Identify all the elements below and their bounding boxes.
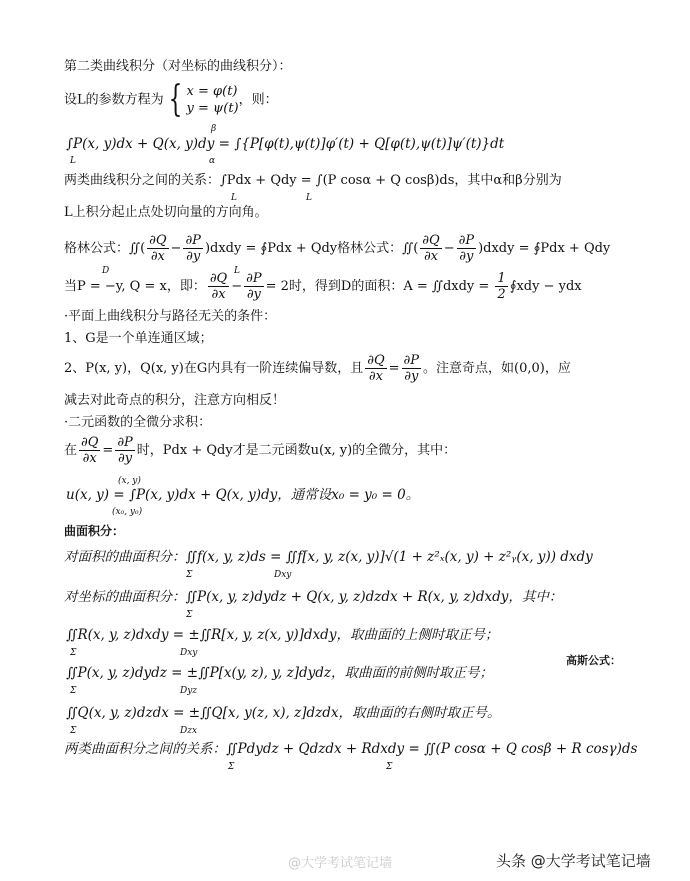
sub-sigma-3: Σ <box>70 648 77 658</box>
param-intro: 设L的参数方程为 <box>64 92 164 108</box>
den: ∂y <box>186 249 201 264</box>
num: ∂Q <box>81 435 99 450</box>
num: ∂P <box>117 435 133 450</box>
den: ∂x <box>82 451 97 466</box>
frac-half <box>495 271 507 302</box>
frac-dPdy-3 <box>244 271 263 302</box>
td-b: 时，Pdx + Qdy才是二元函数u(x, y)的全微分，其中： <box>136 443 457 458</box>
area-formula-line <box>64 270 582 304</box>
u-formula: u(x, y) = ∫P(x, y)dx + Q(x, y)dy，通常设x₀ = y₀ = 0。 <box>66 487 420 503</box>
num: ∂Q <box>367 353 385 368</box>
param-x: x = φ(t) <box>186 84 238 99</box>
frac-dQdx-5 <box>79 435 100 466</box>
den: ∂y <box>404 369 419 384</box>
cond2-a: 2、P(x, y)，Q(x, y)在G内具有一阶连续偏导数，且 <box>64 361 364 376</box>
param-stack <box>187 83 239 117</box>
upper-limit-xy: (x, y) <box>118 476 141 486</box>
brace: { <box>168 79 182 120</box>
frac-dPdy-5 <box>115 435 134 466</box>
equals: = <box>388 361 400 376</box>
condition-2 <box>64 352 571 386</box>
gauss-formula-label: 高斯公式： <box>566 654 621 667</box>
area-b: = 2时，得到D的面积：A = ∬dxdy = <box>265 279 494 294</box>
green-a: 格林公式：∬( <box>64 241 146 256</box>
den: ∂y <box>246 287 261 302</box>
green-formula-line <box>64 232 610 266</box>
weibo-watermark: @大学考试笔记墙 <box>288 856 393 871</box>
sub-sigma-1: Σ <box>186 570 193 580</box>
R-integral: ∬R(x, y, z)dxdy = ±∬R[x, y, z(x, y)]dxdy，取曲面的上侧时取正号； <box>66 627 499 643</box>
frac-dPdy <box>183 233 202 264</box>
param-y: y = ψ(t) <box>186 101 239 116</box>
sub-Dyz: Dyz <box>180 686 198 696</box>
num: ∂P <box>403 353 420 368</box>
cond2-b: 。注意奇点，如(0,0)，应 <box>423 361 571 376</box>
coordinate-surface-integral: 对坐标的曲面积分：∬P(x, y, z)dydz + Q(x, y, z)dzdx + R(x, y, z)dxdy，其中： <box>64 589 563 605</box>
param-equation-line <box>64 79 278 120</box>
num: 1 <box>497 271 506 286</box>
area-a: 当P = −y, Q = x，即： <box>64 279 206 294</box>
param-post: ，则： <box>238 92 278 108</box>
frac-dPdy-2 <box>457 233 476 264</box>
direction-angle-note: L上积分起止点处切向量的方向角。 <box>64 205 268 220</box>
surface-integral-heading: 曲面积分： <box>64 524 125 538</box>
frac-dQdx-2 <box>420 233 441 264</box>
den: 2 <box>497 287 506 302</box>
lower-limit: α <box>209 156 216 166</box>
frac-dQdx <box>147 233 168 264</box>
lower-limit-x0y0: (x₀, y₀) <box>112 507 143 517</box>
upper-limit: β <box>211 124 217 134</box>
den: ∂y <box>459 249 474 264</box>
Q-integral: ∬Q(x, y, z)dzdx = ±∬Q[x, y(z, x), z]dzdx，取曲面的右侧时取正号。 <box>66 705 501 721</box>
sub-D: D <box>102 266 110 276</box>
sub-sigma-7: Σ <box>386 762 393 772</box>
num: ∂Q <box>209 271 228 286</box>
toutiao-watermark: 头条 @大学考试笔记墙 <box>496 852 651 870</box>
minus: − <box>231 279 243 294</box>
singularity-note: 减去对此奇点的积分，注意方向相反！ <box>64 393 286 408</box>
den: ∂x <box>150 249 165 264</box>
green-c: )dxdy = ∮Pdx + Qdy <box>478 241 611 256</box>
green-b: )dxdy = ∮Pdx + Qdy格林公式：∬( <box>204 241 419 256</box>
den: ∂x <box>368 369 383 384</box>
sub-L: L <box>70 156 76 166</box>
P-integral: ∬P(x, y, z)dydz = ±∬P[x(y, z), y, z]dydz，取曲面的前侧时取正号； <box>66 665 493 681</box>
equals: = <box>102 443 114 458</box>
td-a: 在 <box>64 443 78 458</box>
curve-integral-2-heading: 第二类曲线积分（对坐标的曲线积分）： <box>64 59 292 74</box>
minus: − <box>443 241 455 256</box>
sub-sigma-2: Σ <box>186 610 193 620</box>
num: ∂P <box>246 271 262 286</box>
area-c: ∮xdy − ydx <box>509 279 582 294</box>
num: ∂P <box>185 233 201 248</box>
total-differential-line <box>64 434 456 468</box>
sub-Dxy-1: Dxy <box>274 570 292 580</box>
num: ∂Q <box>422 233 440 248</box>
sub-L-2: L <box>231 193 237 203</box>
sub-sigma-6: Σ <box>228 762 235 772</box>
den: ∂y <box>118 451 133 466</box>
sub-Dzx: Dzx <box>180 726 198 736</box>
sub-L-4: L <box>234 266 240 276</box>
frac-dPdy-4 <box>402 353 421 384</box>
frac-dQdx-3 <box>208 271 229 302</box>
total-differential-heading: ·二元函数的全微分求积： <box>64 415 212 430</box>
two-types-relation: 两类曲线积分之间的关系：∫Pdx + Qdy = ∫(P cosα + Q cosβ)ds，其中α和β分别为 <box>64 173 562 188</box>
path-independence-heading: ·平面上曲线积分与路径无关的条件： <box>64 309 277 324</box>
num: ∂P <box>458 233 475 248</box>
param-integral-formula: ∫P(x, y)dx + Q(x, y)dy = ∫{P[φ(t),ψ(t)]φ′(t) + Q[φ(t),ψ(t)]ψ′(t)}dt <box>66 136 505 152</box>
condition-1: 1、G是一个单连通区域； <box>64 331 213 346</box>
sub-sigma-4: Σ <box>70 686 77 696</box>
sub-L-3: L <box>306 193 312 203</box>
surface-relation: 两类曲面积分之间的关系：∬Pdydz + Qdzdx + Rdxdy = ∬(P cosα + Q cosβ + R cosγ)ds <box>64 741 638 757</box>
den: ∂x <box>211 287 226 302</box>
num: ∂Q <box>149 233 167 248</box>
sub-Dxy-2: Dxy <box>180 648 198 658</box>
surface-area-integral: 对面积的曲面积分：∬f(x, y, z)ds = ∬f[x, y, z(x, y)]√(1 + z²ₓ(x, y) + z²ᵧ(x, y)) dxdy <box>64 549 593 565</box>
frac-dQdx-4 <box>365 353 386 384</box>
den: ∂x <box>423 249 439 264</box>
sub-sigma-5: Σ <box>70 726 77 736</box>
minus: − <box>170 241 182 256</box>
